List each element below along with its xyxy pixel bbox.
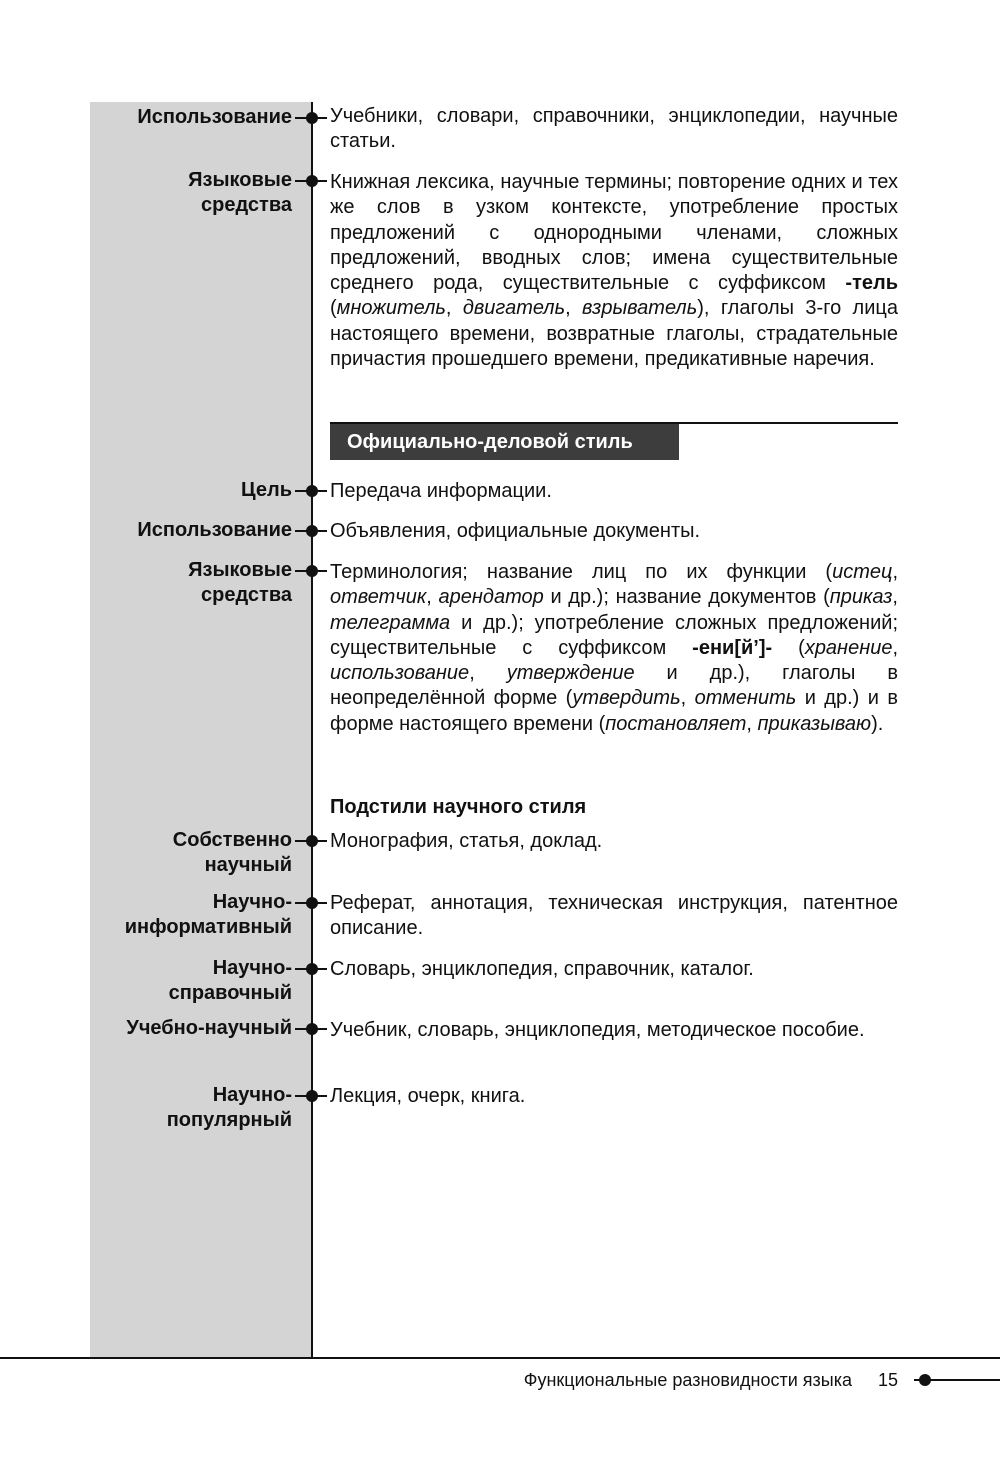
substyle-text: Монография, статья, доклад. xyxy=(330,830,603,852)
label-line: Научно- xyxy=(212,957,292,979)
bullet-dot-icon xyxy=(306,1090,318,1102)
bullet-dot-icon xyxy=(306,485,318,497)
label-line: Учебно-научный xyxy=(126,1017,292,1039)
substyle-text: Учебник, словарь, энциклопедия, методическое пособие. xyxy=(330,1019,865,1041)
bullet-dot-icon xyxy=(306,897,318,909)
label-line: научный xyxy=(204,854,292,876)
label-line: Языковые xyxy=(188,559,292,581)
label-substyle xyxy=(169,956,292,1006)
substyle-text: Лекция, очерк, книга. xyxy=(330,1085,526,1107)
bullet-dot-icon xyxy=(306,565,318,577)
label-line: Научно- xyxy=(212,1084,292,1106)
text-goal: Передача информации. xyxy=(330,480,552,502)
label-line: средства xyxy=(201,584,292,606)
left-label-column xyxy=(90,102,312,1358)
label-usage-official: Использование xyxy=(137,519,292,541)
label-substyle xyxy=(125,890,292,940)
label-goal: Цель xyxy=(241,479,292,501)
substyle-text: Реферат, аннотация, техническая инструкция, патентное описание. xyxy=(330,892,898,940)
bullet-dot-icon xyxy=(919,1374,931,1386)
substyles-title: Подстили научного стиля xyxy=(330,796,587,818)
text-usage-science: Учебники, словари, справочники, энциклопедии, научные статьи. xyxy=(330,105,898,153)
bullet-dot-icon xyxy=(306,112,318,124)
running-footer-title: Функциональные разновидности языка xyxy=(523,1370,852,1390)
text-usage-official: Объявления, официальные документы. xyxy=(330,520,701,542)
text-means-science: Книжная лексика, научные термины; повторение одних и тех же слов в узком контексте, употребление простых предложений с однородными членами, сложных предложений, вводных слов; имена существительные среднего рода, существительные с суффиксом -тель (множитель, двигатель, взрыватель), глаголы 3-го лица настоящего времени, возвратные глаголы, страдательные причастия прошедшего времени, предикативные наречия. xyxy=(330,171,898,371)
bullet-dot-icon xyxy=(306,835,318,847)
label-usage-science: Использование xyxy=(137,106,292,128)
footer-rule xyxy=(0,1357,1000,1359)
bullet-dot-icon xyxy=(306,963,318,975)
text-means-official: Терминология; название лиц по их функции (истец, ответчик, арендатор и др.); название документов (приказ, телеграмма и др.); употребление сложных предложений; существительные с суффиксом -ени[й’]- (хранение, использование, утверждение и др.), глаголы в неопределённой форме (утвердить, отменить и др.) и в форме настоящего времени (постановляет, приказываю). xyxy=(330,561,899,735)
label-line: Собственно xyxy=(172,829,292,851)
label-line: средства xyxy=(201,194,292,216)
label-line: Научно- xyxy=(212,891,292,913)
label-line: популярный xyxy=(166,1109,292,1131)
label-substyle xyxy=(173,828,292,878)
page-number: 15 xyxy=(878,1370,899,1390)
bullet-dot-icon xyxy=(306,175,318,187)
substyle-text: Словарь, энциклопедия, справочник, каталог. xyxy=(330,958,754,980)
bullet-dot-icon xyxy=(306,525,318,537)
label-substyle xyxy=(167,1083,292,1133)
vertical-divider xyxy=(311,102,313,1358)
label-line: справочный xyxy=(168,982,292,1004)
bullet-dot-icon xyxy=(306,1023,318,1035)
label-line: информативный xyxy=(124,916,292,938)
label-substyle xyxy=(126,1016,292,1041)
section-header-official: Официально-деловой стиль xyxy=(330,424,679,460)
label-line: Языковые xyxy=(188,169,292,191)
label-means-official xyxy=(188,558,292,608)
label-means-science xyxy=(188,168,292,218)
